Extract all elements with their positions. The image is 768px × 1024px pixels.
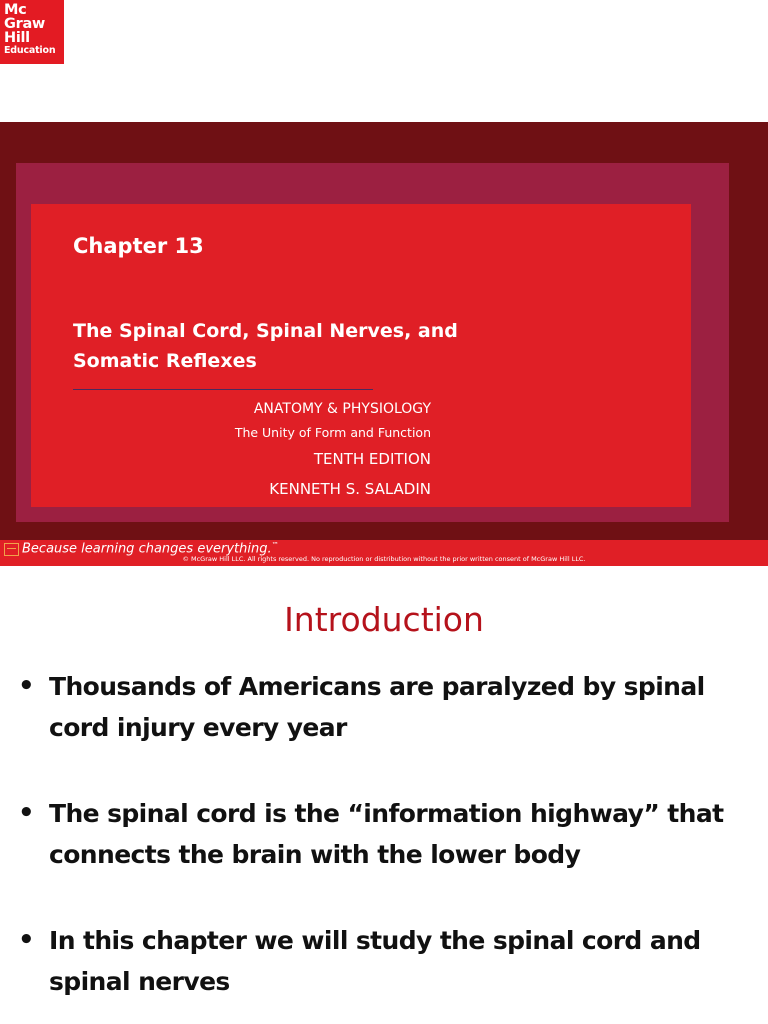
bullet-item (18, 793, 758, 875)
bullet-text: Thousands of Americans are paralyzed by spinal cord injury every year (49, 672, 705, 742)
title-frame (16, 163, 729, 522)
chapter-title: The Spinal Cord, Spinal Nerves, and Somatic Reflexes (73, 320, 458, 372)
bullet-item (18, 920, 758, 1002)
slide-footer (0, 540, 768, 566)
bullet-text: The spinal cord is the “information highway” that connects the brain with the lower body (49, 799, 724, 869)
title-panel (31, 204, 691, 507)
bullet-text: In this chapter we will study the spinal cord and spinal nerves (49, 926, 701, 996)
logo-line-4: Education (4, 45, 56, 56)
chapter-number: Chapter 13 (73, 234, 204, 258)
logo-line-1: Mc (4, 2, 27, 18)
book-subtitle: The Unity of Form and Function (234, 425, 431, 440)
bullet-dot: • (18, 671, 35, 701)
copyright-notice: © McGraw Hill LLC. All rights reserved. No reproduction or distribution without the prior written consent of McGraw Hill LLC. (182, 555, 586, 563)
bullet-dot: • (18, 925, 35, 955)
title-slide (0, 122, 768, 566)
trademark-symbol: ™ (271, 541, 279, 549)
tagline-text: Because learning changes everything. (22, 541, 272, 557)
intro-heading: Introduction (284, 600, 484, 639)
intro-bullet-list (18, 666, 758, 1002)
book-name: ANATOMY & PHYSIOLOGY (253, 401, 431, 417)
book-edition: TENTH EDITION (313, 450, 431, 468)
logo-line-3: Hill (4, 30, 30, 46)
title-divider (73, 389, 373, 390)
bullet-item (18, 666, 758, 748)
bullet-dot: • (18, 798, 35, 828)
mcgraw-hill-logo (0, 0, 64, 64)
logo-line-2: Graw (4, 16, 46, 32)
book-author: KENNETH S. SALADIN (269, 480, 431, 498)
